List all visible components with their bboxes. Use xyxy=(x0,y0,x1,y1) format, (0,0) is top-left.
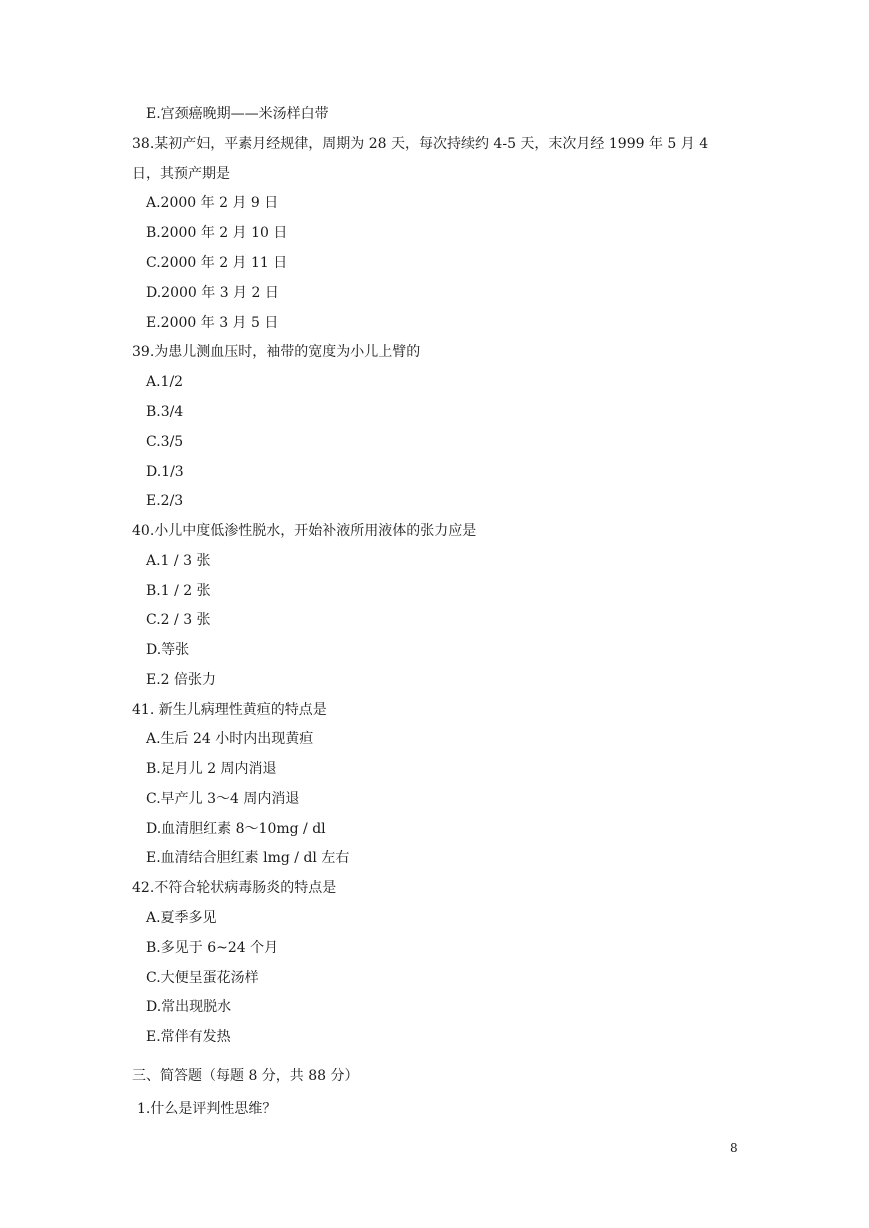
option-41c: C.早产儿 3～4 周内消退 xyxy=(146,791,300,807)
option-39e: E.2/3 xyxy=(146,493,184,509)
option-41a: A.生后 24 小时内出现黄疸 xyxy=(146,731,314,747)
question-39-stem: 39.为患儿测血压时，袖带的宽度为小儿上臂的 xyxy=(132,344,421,360)
section-heading: 三、简答题（每题 8 分，共 88 分） xyxy=(132,1068,359,1084)
short-answer-question-1: 1.什么是评判性思维？ xyxy=(137,1101,277,1117)
option-40c: C.2 / 3 张 xyxy=(146,612,211,628)
option-41e: E.血清结合胆红素 lmg / dl 左右 xyxy=(146,850,350,866)
option-38e: E.2000 年 3 月 5 日 xyxy=(146,315,279,331)
option-37e: E.宫颈癌晚期——米汤样白带 xyxy=(146,106,329,122)
option-38b: B.2000 年 2 月 10 日 xyxy=(146,225,288,241)
page-number: 8 xyxy=(730,1141,738,1155)
option-42c: C.大便呈蛋花汤样 xyxy=(146,970,259,986)
option-40a: A.1 / 3 张 xyxy=(146,553,211,569)
option-39c: C.3/5 xyxy=(146,434,184,450)
option-42e: E.常伴有发热 xyxy=(146,1029,231,1045)
option-38c: C.2000 年 2 月 11 日 xyxy=(146,255,288,271)
question-42-stem: 42.不符合轮状病毒肠炎的特点是 xyxy=(132,880,337,896)
option-39b: B.3/4 xyxy=(146,404,184,420)
option-42b: B.多见于 6~24 个月 xyxy=(146,940,279,956)
option-39a: A.1/2 xyxy=(146,374,184,390)
option-38d: D.2000 年 3 月 2 日 xyxy=(146,285,279,301)
option-42a: A.夏季多见 xyxy=(146,910,217,926)
question-40-stem: 40.小儿中度低渗性脱水，开始补液所用液体的张力应是 xyxy=(132,523,477,539)
option-40b: B.1 / 2 张 xyxy=(146,583,211,599)
question-38-stem: 38.某初产妇，平素月经规律，周期为 28 天，每次持续约 4-5 天，末次月经 1999 年 5 月 4 xyxy=(132,136,709,152)
question-38-stem-cont: 日，其预产期是 xyxy=(132,166,230,182)
option-40e: E.2 倍张力 xyxy=(146,672,217,688)
option-41b: B.足月儿 2 周内消退 xyxy=(146,761,277,777)
option-38a: A.2000 年 2 月 9 日 xyxy=(146,195,279,211)
question-41-stem: 41. 新生儿病理性黄疸的特点是 xyxy=(132,702,327,718)
option-42d: D.常出现脱水 xyxy=(146,999,232,1015)
option-41d: D.血清胆红素 8～10mg / dl xyxy=(146,821,326,837)
option-40d: D.等张 xyxy=(146,642,190,658)
option-39d: D.1/3 xyxy=(146,464,184,480)
